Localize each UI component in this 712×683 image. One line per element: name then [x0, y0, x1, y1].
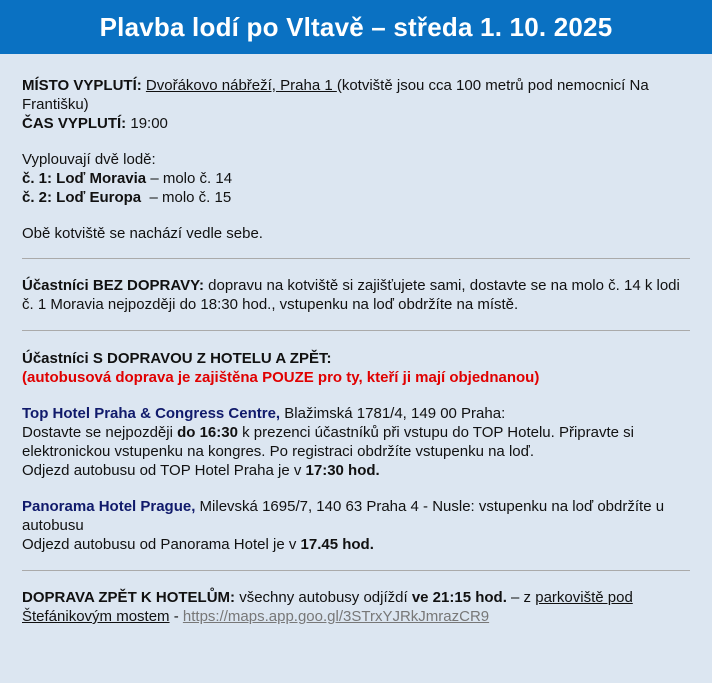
hotel-1-departure: Odjezd autobusu od TOP Hotel Praha je v 17:30 hod.	[22, 462, 380, 479]
departure-place	[22, 76, 690, 114]
boat-1-name: č. 1: Loď Moravia	[22, 170, 147, 187]
page-title: Plavba lodí po Vltavě – středa 1. 10. 2025	[99, 11, 613, 42]
page-header	[0, 0, 712, 54]
boat-2-name: č. 2: Loď Europa	[22, 189, 142, 206]
return-section: DOPRAVA ZPĚT K HOTELŮM: všechny autobusy odjíždí ve 21:15 hod. – z parkoviště pod Štefánikovým mostem - https://maps.app.goo.gl/3STrxYJRkJmrazCR9	[22, 589, 633, 625]
departure-place-link[interactable]: Dvořákovo nábřeží, Praha 1	[145, 77, 337, 94]
departure-time	[22, 114, 690, 133]
departure-time-label: ČAS VYPLUTÍ:	[22, 115, 127, 132]
no-transport-section	[22, 276, 690, 314]
departure-time-value: 19:00	[126, 115, 168, 132]
map-link[interactable]: https://maps.app.goo.gl/3STrxYJRkJmrazCR9	[182, 608, 490, 625]
with-transport-label: Účastníci S DOPRAVOU Z HOTELU A ZPĚT:	[22, 350, 332, 367]
return-place-link[interactable]: parkoviště pod Štefánikovým mostem	[22, 589, 633, 625]
return-time: ve 21:15 hod.	[411, 589, 507, 606]
boat-1	[22, 169, 690, 188]
hotel-1-name: Top Hotel Praha & Congress Centre,	[22, 405, 281, 422]
boat-2	[22, 188, 690, 207]
boat-2-pier: – molo č. 15	[141, 189, 232, 206]
hotel-2-name: Panorama Hotel Prague,	[22, 498, 196, 515]
departure-place-note: (kotviště jsou cca 100 metrů pod nemocnicí Na Františku)	[22, 77, 649, 113]
hotel-1	[22, 404, 690, 423]
no-transport-text: dopravu na kotviště si zajišťujete sami, dostavte se na molo č. 14 k lodi č. 1 Moravia nejpozději do 18:30 hod., vstupenku na loď obdržíte na místě.	[22, 277, 680, 313]
hotel-2-departure: Odjezd autobusu od Panorama Hotel je v 17.45 hod.	[22, 536, 374, 553]
departure-place-label: MÍSTO VYPLUTÍ:	[22, 77, 142, 94]
boats-note: Obě kotviště se nachází vedle sebe.	[22, 225, 263, 242]
boats-intro: Vyplouvají dvě lodě:	[22, 151, 156, 168]
return-label: DOPRAVA ZPĚT K HOTELŮM:	[22, 589, 236, 606]
hotel-1-address: Blažimská 1781/4, 149 00 Praha:	[280, 405, 506, 422]
boat-1-pier: – molo č. 14	[146, 170, 233, 187]
hotel-2-address: Milevská 1695/7, 140 63 Praha 4 - Nusle: vstupenku na loď obdržíte u autobusu	[22, 498, 665, 534]
content	[0, 54, 712, 626]
no-transport-label: Účastníci BEZ DOPRAVY:	[22, 277, 204, 294]
with-transport-warning: (autobusová doprava je zajištěna POUZE pro ty, kteří ji mají objednanou)	[22, 369, 540, 386]
hotel-1-instructions: Dostavte se nejpozději do 16:30 k prezenci účastníků při vstupu do TOP Hotelu. Připravte si elektronickou vstupenku na kongres. Po registraci obdržíte vstupenku na loď.	[22, 424, 634, 460]
hotel-2	[22, 497, 690, 535]
